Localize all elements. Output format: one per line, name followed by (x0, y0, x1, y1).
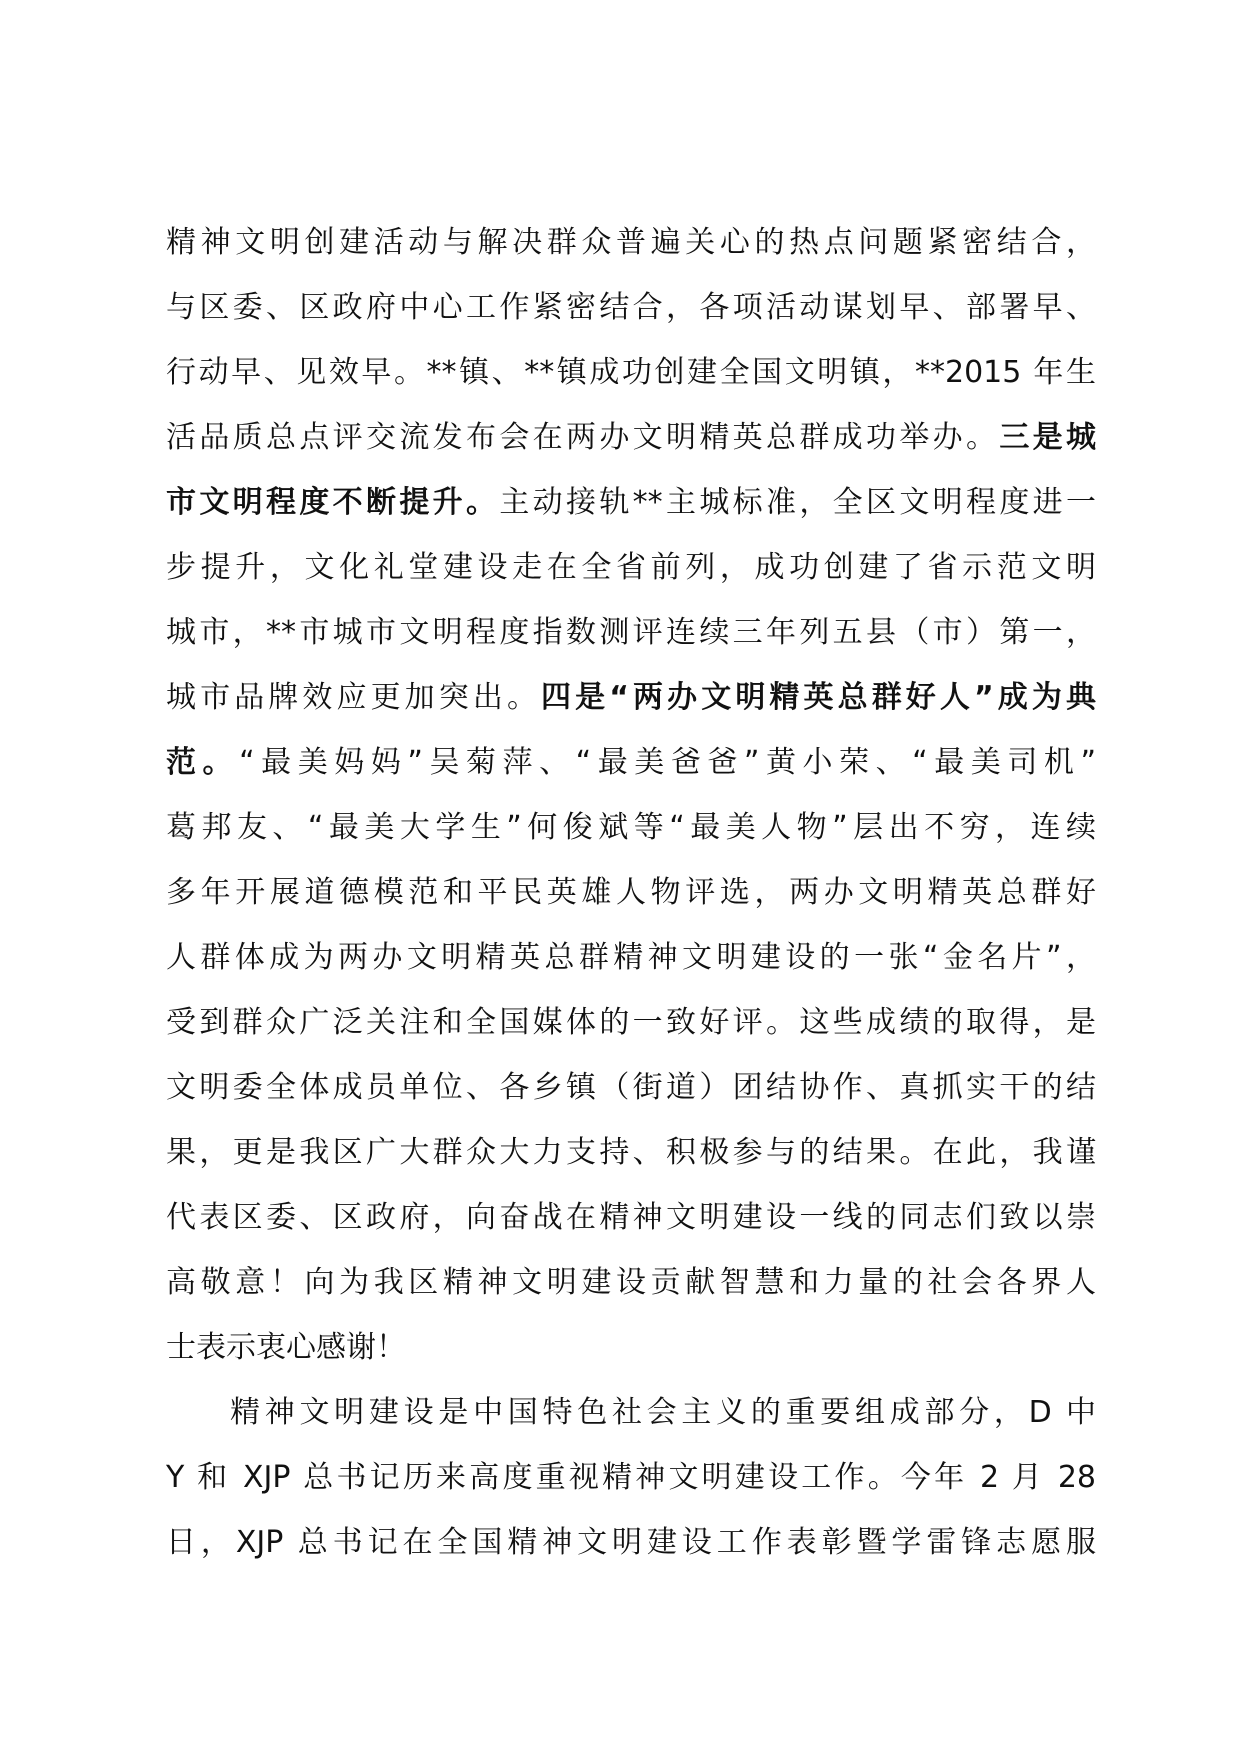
text-segment: 行动早、见效早。**镇、**镇成功创建全国文明镇，**2015 年生 (166, 355, 1096, 390)
text-line (166, 860, 1096, 925)
bold-text-segment: 三是城 (999, 420, 1097, 455)
text-segment: 精神文明创建活动与解决群众普遍关心的热点问题紧密结合， (166, 225, 1096, 260)
bold-text-segment: 市文明程度不断提升。 (166, 485, 500, 520)
text-segment: 主动接轨**主城标准，全区文明程度进一 (499, 485, 1097, 520)
text-segment: 代表区委、区政府，向奋战在精神文明建设一线的同志们致以崇 (166, 1200, 1096, 1235)
text-segment: 文明委全体成员单位、各乡镇（街道）团结协作、真抓实干的结 (166, 1070, 1096, 1105)
text-segment: 日，XJP 总书记在全国精神文明建设工作表彰暨学雷锋志愿服 (166, 1525, 1096, 1560)
text-line (166, 600, 1096, 665)
text-line (166, 275, 1096, 340)
text-segment: 精神文明建设是中国特色社会主义的重要组成部分，D 中 (230, 1395, 1096, 1430)
document-body (166, 210, 1096, 1575)
text-line (166, 795, 1096, 860)
text-segment: 人群体成为两办文明精英总群精神文明建设的一张“金名片”， (166, 940, 1096, 975)
text-segment: 受到群众广泛关注和全国媒体的一致好评。这些成绩的取得，是 (166, 1005, 1096, 1040)
text-line (166, 925, 1096, 990)
bold-text-segment: 范。 (166, 745, 240, 780)
text-line (166, 1185, 1096, 1250)
text-segment: 活品质总点评交流发布会在两办文明精英总群成功举办。 (166, 420, 1000, 455)
text-segment: 高敬意！向为我区精神文明建设贡献智慧和力量的社会各界人 (166, 1265, 1096, 1300)
text-line (166, 1120, 1096, 1185)
text-segment: Y 和 XJP 总书记历来高度重视精神文明建设工作。今年 2 月 28 (166, 1460, 1096, 1495)
text-line (166, 1250, 1096, 1315)
bold-text-segment: 四是“两办文明精英总群好人”成为典 (541, 680, 1096, 715)
text-line (166, 1445, 1096, 1510)
text-segment: 葛邦友、“最美大学生”何俊斌等“最美人物”层出不穷，连续 (166, 810, 1096, 845)
text-segment: 城市，**市城市文明程度指数测评连续三年列五县（市）第一， (166, 615, 1096, 650)
text-segment: “最美妈妈”吴菊萍、“最美爸爸”黄小荣、“最美司机” (239, 745, 1096, 780)
text-line (166, 1510, 1096, 1575)
text-segment: 果，更是我区广大群众大力支持、积极参与的结果。在此，我谨 (166, 1135, 1096, 1170)
text-line (166, 665, 1096, 730)
text-segment: 士表示衷心感谢！ (166, 1330, 406, 1365)
text-segment: 步提升，文化礼堂建设走在全省前列，成功创建了省示范文明 (166, 550, 1096, 585)
text-line (166, 1380, 1096, 1445)
text-line (166, 405, 1096, 470)
text-line (166, 210, 1096, 275)
text-line (166, 535, 1096, 600)
text-line (166, 470, 1096, 535)
text-segment: 与区委、区政府中心工作紧密结合，各项活动谋划早、部署早、 (166, 290, 1096, 325)
text-segment: 多年开展道德模范和平民英雄人物评选，两办文明精英总群好 (166, 875, 1096, 910)
text-line (166, 990, 1096, 1055)
text-line (166, 1055, 1096, 1120)
text-line (166, 1315, 1096, 1380)
text-segment: 城市品牌效应更加突出。 (166, 680, 542, 715)
text-line (166, 730, 1096, 795)
text-line (166, 340, 1096, 405)
